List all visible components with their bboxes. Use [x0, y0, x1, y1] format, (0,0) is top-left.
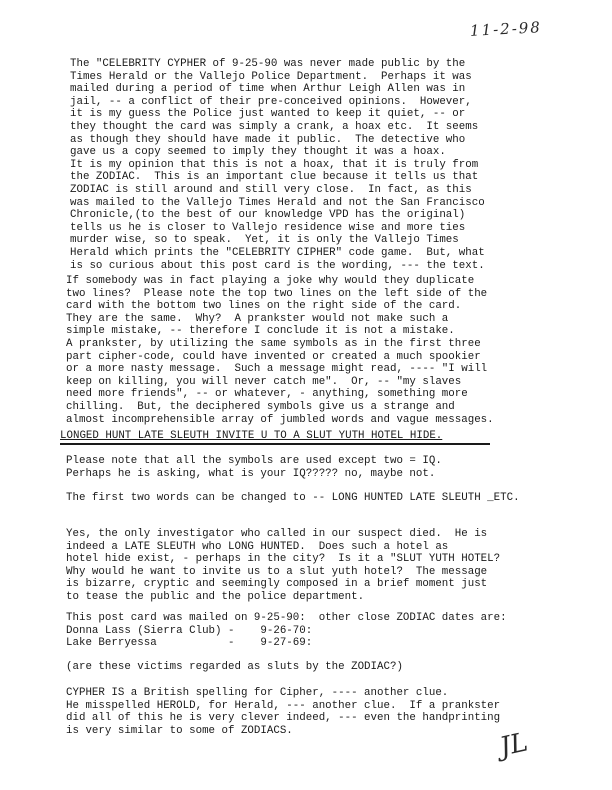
paragraph-late-sleuth: Yes, the only investigator who called in our suspect died. He is indeed a LATE SLEUTH who LONG HUNTED. Does such a hotel as hotel hide exist, - perhaps in the city? Is it a "SLUT YUTH HOTEL? Why would he want to invite us to a slut yuth hotel? The message is bizarre, cryptic and seemingly composed in a brief moment just to tease the public and the police department. — [66, 528, 501, 603]
handwritten-initials-signature: JL — [497, 727, 531, 763]
paragraph-first-two-words: The first two words can be changed to -- LONG HUNTED LATE SLEUTH _ETC. — [66, 492, 520, 504]
paragraph-celebrity-cypher: The "CELEBRITY CYPHER of 9-25-90 was never made public by the Times Herald or the Vallejo Police Department. Perhaps it was mailed during a period of time when Arthur Leigh Allen was in jail, -- a conflict of their pre-conceived opinions. However, it is my guess the Police just wanted to keep it quiet, -- or they thought the card was simply a crank, a hoax etc. It seems as though they should have made it public. The detective who gave us a copy seemed to imply they thought it was a hoax. It is my opinion that this is not a hoax, that it is truly from the ZODIAC. This is an important clue because it tells us that ZODIAC is still around and still very close. In fact, as this was mailed to the Vallejo Times Herald and not the San Francisco Chronicle,(to the best of our knowledge VPD has the original) tells us he is closer to Vallejo residence wise and more ties murder wise, so to speak. Yet, it is only the Vallejo Times Herald which prints the "CELEBRITY CIPHER" code game. But, what is so curious about this post card is the wording, --- the text. — [70, 58, 485, 272]
decoded-message-line: LONGED HUNT LATE SLEUTH INVITE U TO A SLUT YUTH HOTEL HIDE. — [60, 430, 490, 445]
paragraph-iq-note: Please note that all the symbols are used except two = IQ. Perhaps he is asking, what is your IQ????? no, maybe not. — [66, 455, 442, 480]
paragraph-spelling-clues: CYPHER IS a British spelling for Cipher, ---- another clue. He misspelled HEROLD, for Herald, --- another clue. If a prankster did all of this he is very clever indeed, --- even the handprinting is very similar to some of ZODIACS. — [66, 687, 501, 737]
paragraph-prankster-argument: If somebody was in fact playing a joke why would they duplicate two lines? Please note the top two lines on the left side of the card with the bottom two lines on the right side of the card. They are the same. Why? A prankster would not make such a simple mistake, -- therefore I conclude it is not a mistake. A prankster, by utilizing the same symbols as in the first three part cipher-code, could have invented or created a much spookier or a more nasty message. Such a message might read, ---- "I will keep on killing, you will never catch me". Or, -- "my slaves need more friends", -- or whatever, - anything, something more chilling. But, the deciphered symbols give us a strange and almost incomprehensible array of jumbled words and vague messages. — [66, 275, 494, 426]
handwritten-date: 11-2-98 — [469, 18, 543, 40]
paragraph-victims-question: (are these victims regarded as sluts by the ZODIAC?) — [66, 661, 403, 673]
paragraph-dates: This post card was mailed on 9-25-90: other close ZODIAC dates are: Donna Lass (Sierra Club) - 9-26-70: Lake Berryessa - 9-27-69: — [66, 612, 507, 650]
